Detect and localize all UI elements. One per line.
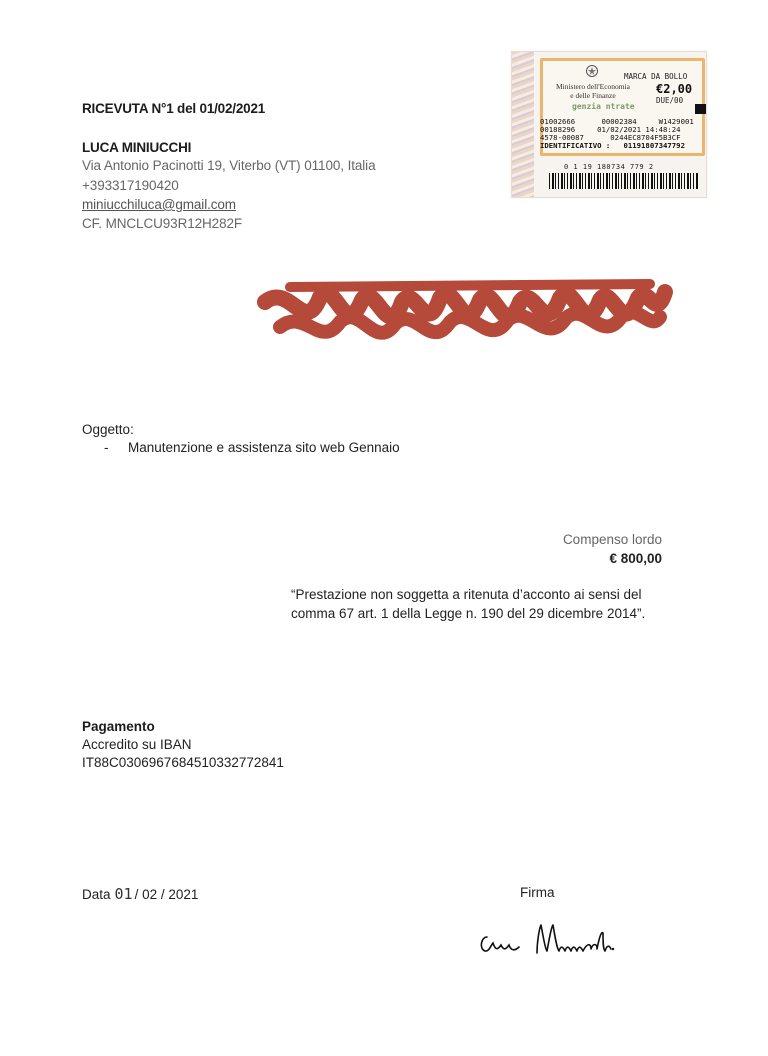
issuer-phone: +393317190420 bbox=[82, 178, 179, 193]
stamp-barcode-number: 0 1 19 180734 779 2 bbox=[564, 163, 654, 171]
issuer-name: LUCA MINIUCCHI bbox=[82, 140, 192, 155]
oggetto-item-text: Manutenzione e assistenza sito web Gennaio bbox=[128, 440, 400, 455]
scribble-redaction-icon bbox=[250, 262, 680, 362]
stamp-value-words: DUE/00 bbox=[656, 96, 684, 105]
recipient-block-redacted bbox=[255, 285, 675, 355]
tax-note-line2: comma 67 art. 1 della Legge n. 190 del 29 dicembre 2014”. bbox=[291, 606, 646, 621]
republic-emblem-icon bbox=[584, 64, 600, 78]
date-rest: / 02 / 2021 bbox=[134, 887, 199, 902]
stamp-security-strip bbox=[512, 52, 534, 197]
stamp-agenzia-logo: genzia ntrate bbox=[572, 102, 635, 111]
stamp-value: €2,00 bbox=[656, 82, 693, 96]
stamp-ministry bbox=[548, 82, 638, 100]
date-day-handwritten: 01 bbox=[114, 885, 133, 903]
oggetto-label: Oggetto: bbox=[82, 422, 134, 437]
pagamento-iban: IT88C0306967684510332772841 bbox=[82, 755, 284, 770]
stamp-ministry-line1: Ministero dell'Economia bbox=[555, 82, 631, 91]
stamp-identificativo: IDENTIFICATIVO : 01191807347792 bbox=[540, 141, 685, 150]
stamp-code-line: 01002666 00002384 W1429001 bbox=[540, 117, 694, 126]
tax-note bbox=[291, 585, 671, 623]
pagamento-method: Accredito su IBAN bbox=[82, 737, 192, 752]
stamp-codes bbox=[540, 118, 694, 150]
compenso-label: Compenso lordo bbox=[562, 532, 662, 547]
pagamento-title: Pagamento bbox=[82, 719, 155, 734]
revenue-stamp bbox=[511, 51, 707, 198]
stamp-marca-label: MARCA DA BOLLO bbox=[624, 72, 688, 81]
firma-label: Firma bbox=[520, 885, 555, 900]
bullet-dash: - bbox=[104, 440, 109, 455]
receipt-title: RICEVUTA N°1 del 01/02/2021 bbox=[82, 101, 266, 116]
tax-note-line1: “Prestazione non soggetta a ritenuta d’acconto ai sensi del bbox=[291, 587, 642, 602]
barcode-icon bbox=[549, 173, 699, 189]
stamp-code-line: 4578-00087 0244EC8704F5B3CF bbox=[540, 133, 681, 142]
issuer-cf: CF. MNCLCU93R12H282F bbox=[82, 216, 243, 231]
stamp-code-line: 00188296 01/02/2021 14:48:24 bbox=[540, 125, 681, 134]
stamp-black-mark bbox=[695, 104, 706, 114]
issuer-address: Via Antonio Pacinotti 19, Viterbo (VT) 01100, Italia bbox=[82, 158, 376, 173]
compenso-value: € 800,00 bbox=[609, 551, 662, 566]
date-label: Data bbox=[82, 887, 111, 902]
issuer-email[interactable]: miniucchiluca@gmail.com bbox=[82, 197, 236, 212]
stamp-ministry-line2: e delle Finanze bbox=[570, 91, 616, 100]
handwritten-signature-icon bbox=[475, 915, 625, 963]
date-line bbox=[82, 885, 198, 903]
oggetto-item bbox=[104, 440, 400, 455]
